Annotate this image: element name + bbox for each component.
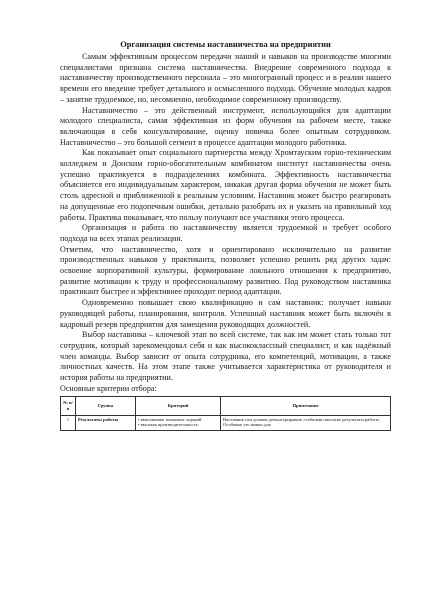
header-num: № п/п: [61, 396, 76, 415]
paragraph: Организация и работа по наставничеству является трудоемкой и требует особого подхода на всех этапах реализации.: [60, 223, 391, 243]
paragraph: Выбор наставника – ключевой этап во всей системе, так как им может стать только тот сотрудник, который зарекомендовал себя и как высококлассный специалист, и как надёжный член команды. Выбор зависит от опыта сотрудника, его компетенций, мотивации, а также личностных качеств. На этом этапе также учитывается характеристика от руководителя и история работы на предприятии.: [60, 330, 391, 383]
header-criteria: Критерий: [136, 396, 221, 415]
criteria-table: [60, 396, 391, 431]
document-title: Организация системы наставничества на предприятии: [120, 40, 331, 49]
criteria-item: • выполнение плановых заданий: [138, 416, 202, 422]
paragraph: Одновременно повышает свою квалификацию и сам наставник: получает навыки руководящей работы, планирования, контроля. Успешный наставник может быть включён в кадровый резерв предприятия для замещения руководящих должностей.: [60, 298, 391, 329]
header-group: Группа: [76, 396, 136, 415]
criteria-item: • высокая производительность: [138, 422, 198, 428]
table-row: [61, 415, 391, 430]
header-note: Примечание: [221, 396, 391, 415]
cell-note: Наставник сам должен демонстрировать стабильно высокие результаты работы. Особенно это важно для: [221, 415, 391, 430]
cell-group: Результаты работы: [76, 415, 136, 430]
paragraph: Как показывает опыт социального партнерства между Хромтауским горно-техническим колледжем и Донским горно-обогатительным комбинатом институт наставничества очень успешно практикуется в подразделениях комбината. Эффективность наставничества объясняется его индивидуальным характером, никакая другая форма обучения не может быть столь адресной и приближенной к реальным условиям. Наставник может быстро реагировать на допущенные его подопечным ошибки, детально разобрать их и указать на правильный ход работы. Практика показывает, что пользу получают все участники этого процесса.: [60, 148, 391, 222]
paragraph: Наставничество – это действенный инструмент, использующийся для адаптации молодого специалиста, самая эффективная из форм обучения на рабочем месте, также включающая в себя консультирование, оценку новичка более опытным сотрудником. Наставничество – это большой сегмент в процессе адаптации молодого работника.: [60, 105, 391, 147]
criteria-intro: Основные критерии отбора:: [60, 383, 157, 393]
cell-num: 1: [61, 415, 76, 430]
paragraph: Отметим, что наставничество, хотя и ориентировано исключительно на развитие производственных навыков у практиканта, позволяет успешно решить ряд других задач: освоение корпоративной культуры, формирование лояльного отношения к предприятию, развитие мотивации к труду и профессиональному развитию. Под руководством наставника практикант быстрее и эффективнее проходит период адаптации.: [60, 244, 391, 297]
table-header-row: [61, 396, 391, 415]
cell-criteria: [136, 415, 221, 430]
paragraph: Самым эффективным процессом передачи знаний и навыков на производстве многими специалистами признана система наставничества. Внедрение современного подхода к наставничеству производственного персонала – это многогранный процесс и в реалии нашего времени его введение требует детального и осмысленного подхода. Обучение молодых кадров – занятие трудоемкое, но, несомненно, необходимое современному производству.: [60, 52, 391, 104]
